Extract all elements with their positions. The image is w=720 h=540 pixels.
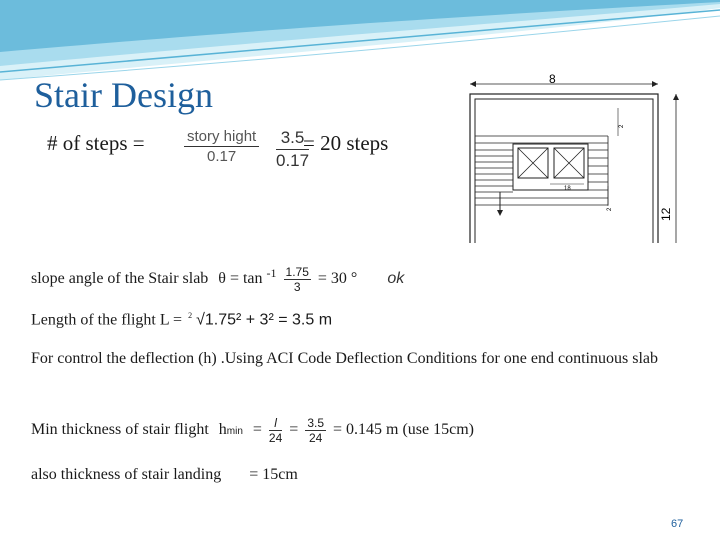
slope-fraction xyxy=(284,265,311,294)
min-eq-2: = xyxy=(289,421,299,439)
slope-result: = 30 ° xyxy=(317,270,358,288)
min-fraction-1 xyxy=(269,416,282,445)
plan-height-label: 12 xyxy=(659,207,673,221)
min-fraction-1-numerator: l xyxy=(269,416,282,431)
slope-denominator: 3 xyxy=(293,280,301,294)
plan-width-label: 8 xyxy=(549,72,556,86)
length-line xyxy=(31,311,332,329)
steps-fraction-1-numerator: story hight xyxy=(184,128,259,147)
steps-label: # of steps = xyxy=(47,131,145,155)
min-thickness-line xyxy=(31,416,474,445)
steps-fraction-1 xyxy=(184,128,259,165)
slide-title: Stair Design xyxy=(34,75,213,115)
min-eq: = xyxy=(252,421,262,439)
min-subscript: min xyxy=(226,426,243,438)
landing-value: = 15cm xyxy=(249,466,298,483)
page-number: 67 xyxy=(671,518,684,530)
calculation-panel xyxy=(27,243,680,489)
slope-ok: ok xyxy=(387,270,405,288)
landing-label: also thickness of stair landing xyxy=(31,466,222,483)
min-result: = 0.145 m (use 15cm) xyxy=(333,421,474,439)
length-label: Length of the flight L = xyxy=(31,311,183,329)
plan-dim-small-2: 18 xyxy=(564,186,571,192)
min-label: Min thickness of stair flight xyxy=(31,421,209,439)
deflection-text: For control the deflection (h) .Using ACI Code Deflection Conditions for one end continuous slab xyxy=(31,350,658,367)
slope-theta: θ = tan xyxy=(218,270,263,288)
slope-label: slope angle of the Stair slab xyxy=(31,270,209,288)
steps-fraction-2-numerator: 3.5 xyxy=(276,128,309,150)
min-fraction-1-denominator: 24 xyxy=(268,431,283,445)
min-h: h xyxy=(218,421,227,439)
slope-line xyxy=(31,265,404,294)
min-fraction-2-numerator: 3.5 xyxy=(307,416,324,430)
slope-numerator: 1.75 xyxy=(285,265,309,279)
plan-dim-small-3: 2 xyxy=(607,207,613,211)
plan-dim-small-1: 2 xyxy=(619,124,625,128)
slope-exponent: -1 xyxy=(266,265,277,280)
length-root-index: 2 xyxy=(188,311,193,320)
min-fraction-2-denominator: 24 xyxy=(308,431,323,445)
landing-line xyxy=(31,466,298,484)
min-fraction-2 xyxy=(305,416,326,445)
steps-fraction-1-denominator: 0.17 xyxy=(207,148,237,165)
steps-fraction-2-denominator: 0.17 xyxy=(276,151,310,170)
length-expression: √1.75² + 3² = 3.5 m xyxy=(196,311,333,329)
steps-result: = 20 steps xyxy=(303,131,389,155)
